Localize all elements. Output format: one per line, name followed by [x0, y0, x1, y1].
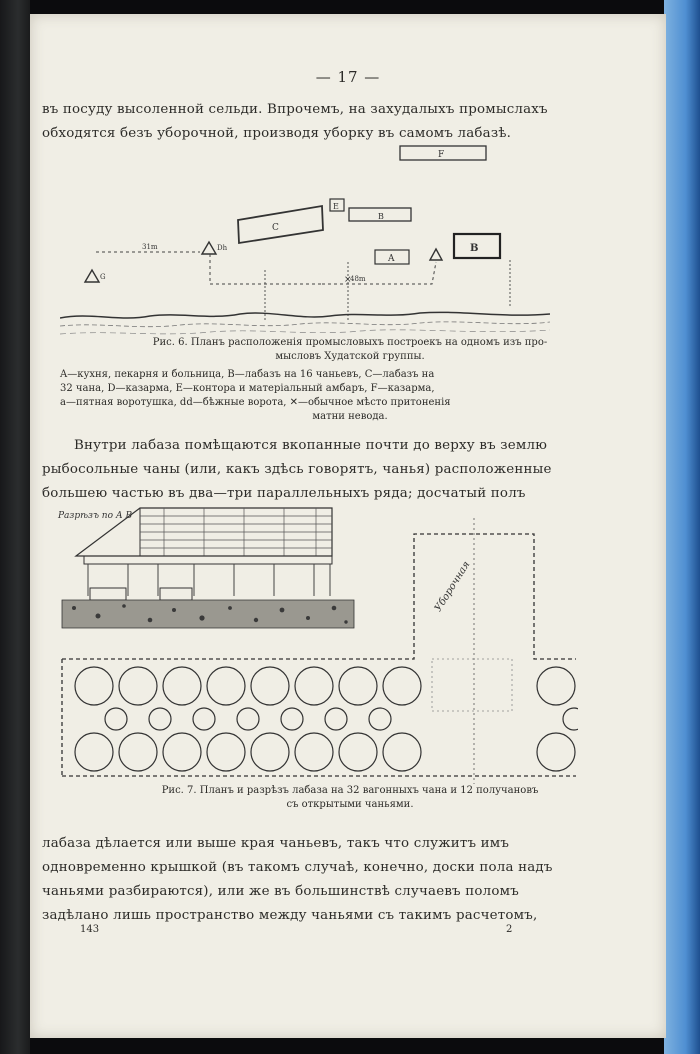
- text-line: чаньями разбираются), или же въ большинствѣ случаевъ поломъ: [42, 884, 519, 899]
- text-line: обходятся безъ уборочной, производя уборку въ самомъ лабазѣ.: [42, 126, 512, 141]
- page-number: — 17 —: [315, 68, 381, 86]
- gate-right-icon: [430, 249, 442, 260]
- paragraph-closing: [42, 832, 642, 928]
- caption-line: Рис. 7. Планъ и разрѣзъ лабаза на 32 вагонныхъ чана и 12 получановъ: [161, 785, 539, 796]
- legend-line: A—кухня, пекарня и больница, B—лабазъ на 16 чаньевъ, C—лабазъ на: [60, 369, 435, 380]
- text-line: большею частью въ два—три параллельныхъ ряда; досчатый полъ: [42, 486, 526, 501]
- footer-signature-left: 143: [80, 924, 100, 935]
- footer-signature-right: 2: [506, 924, 513, 935]
- text-line: одновременно крышкой (въ такомъ случаѣ, конечно, доски пола надъ: [42, 860, 553, 875]
- plan-outline: [62, 534, 576, 659]
- text-line: рыбосольные чаны (или, какъ здѣсь говорятъ, чанья) расположенные: [42, 462, 552, 477]
- blue-background: [664, 0, 700, 1054]
- book-page: [30, 14, 666, 1038]
- figure-7-plan-and-section: [54, 504, 578, 784]
- figure-6-site-plan: [60, 142, 550, 338]
- label-e: E: [333, 202, 339, 211]
- figure-7-caption: [60, 784, 640, 812]
- roof-planks: [140, 508, 332, 556]
- text-line: задѣлано лишь пространство между чаньями съ такимъ расчетомъ,: [42, 908, 538, 923]
- shoreline: [60, 312, 550, 318]
- label-c: C: [272, 223, 279, 233]
- figure-6-caption: [60, 336, 640, 364]
- handwritten-label: Разрѣзъ по А В: [58, 511, 133, 521]
- label-a: A: [388, 254, 395, 264]
- label-b-small: B: [378, 212, 384, 221]
- fence-dashed: [210, 254, 322, 284]
- caption-line: съ открытыми чаньями.: [286, 799, 414, 810]
- wall-posts: [88, 564, 330, 596]
- label-b-big: B: [470, 243, 479, 254]
- rotated-label: Уборочная: [432, 559, 473, 614]
- mark-x: ×: [344, 275, 352, 285]
- paragraph-middle: [42, 434, 642, 506]
- label-dist-2: 48m: [350, 275, 366, 283]
- paragraph-opening: [42, 98, 642, 146]
- ground-section: [62, 600, 354, 628]
- text-line: въ посуду высоленной сельди. Впрочемъ, на захудалыхъ промыслахъ: [42, 102, 548, 117]
- book-spine: [0, 0, 30, 1054]
- eave-beam: [84, 556, 332, 564]
- yard-area: [432, 659, 512, 711]
- label-dist-1: 31m: [142, 243, 158, 251]
- water-lines: [60, 322, 550, 327]
- vat-circles: [75, 667, 578, 771]
- label-d: Dh: [217, 244, 228, 252]
- legend-line: матни невода.: [312, 411, 388, 422]
- figure-6-legend: [60, 368, 640, 424]
- text-line: Внутри лабаза помѣщаются вкопанные почти до верху въ землю: [74, 438, 548, 453]
- legend-line: a—пятная воротушка, dd—бѣжные ворота, ✕—обычное мѣсто притоненія: [60, 397, 451, 408]
- label-f: F: [438, 150, 445, 160]
- gate-mid-icon: [202, 242, 216, 254]
- vat-section: [90, 588, 126, 600]
- fence-dashed: [322, 262, 436, 284]
- caption-line: Рис. 6. Планъ расположенія промысловыхъ построекъ на одномъ изъ про-: [152, 337, 548, 348]
- caption-line: мысловъ Худатской группы.: [275, 351, 425, 362]
- water-lines: [60, 330, 550, 334]
- label-g: G: [100, 273, 106, 281]
- text-line: лабаза дѣлается или выше края чаньевъ, такъ что служитъ имъ: [42, 836, 510, 851]
- gate-left-icon: [85, 270, 99, 282]
- legend-line: 32 чана, D—казарма, E—контора и матеріальный амбаръ, F—казарма,: [60, 383, 435, 394]
- building-c: [238, 206, 323, 243]
- vat-section: [160, 588, 192, 600]
